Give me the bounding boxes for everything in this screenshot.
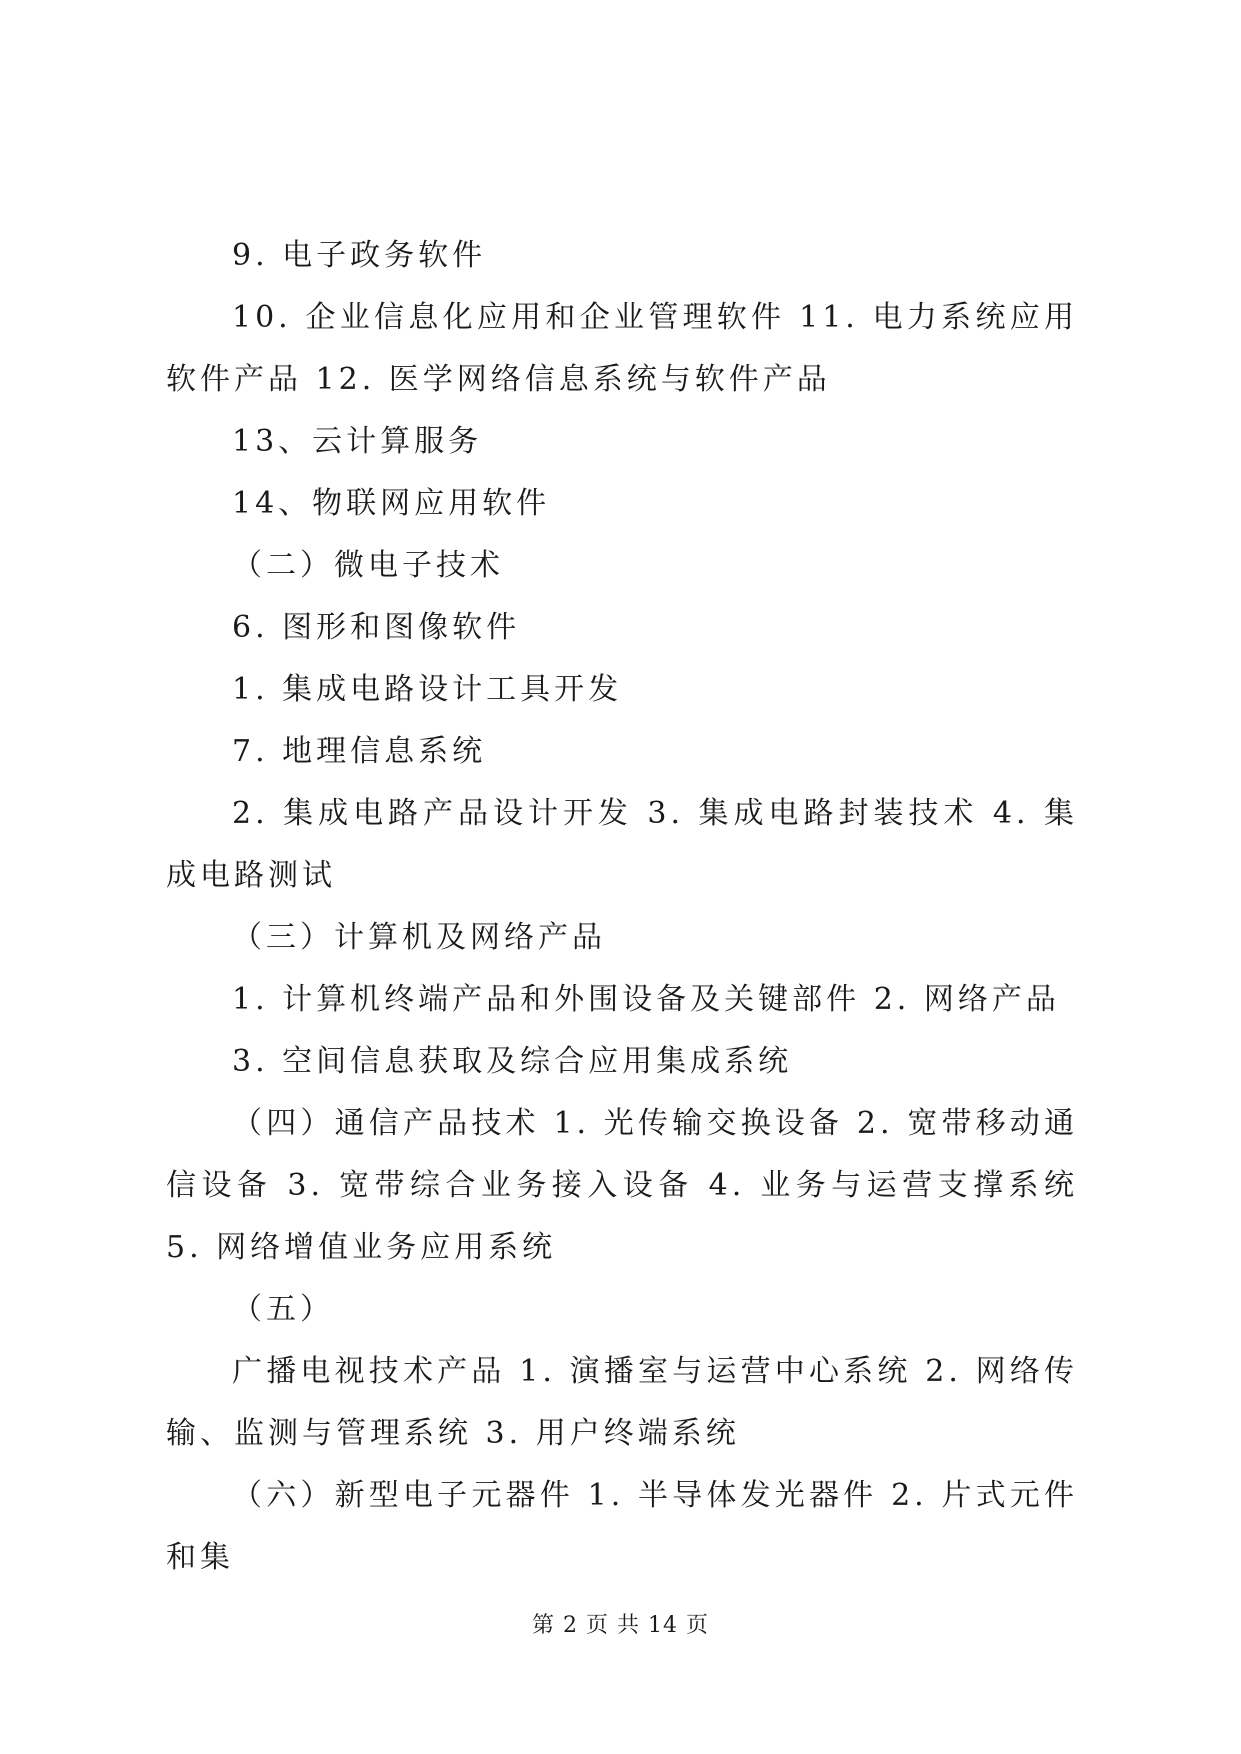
document-body	[166, 225, 1078, 1589]
paragraph: 6. 图形和图像软件	[232, 610, 521, 645]
paragraph: 广播电视技术产品 1. 演播室与运营中心系统 2. 网络传输、监测与管理系统 3. 用户终端系统	[166, 1354, 1078, 1451]
paragraph: 9. 电子政务软件	[232, 238, 487, 273]
section-heading: （三）计算机及网络产品	[232, 920, 606, 955]
paragraph: 7. 地理信息系统	[232, 734, 487, 769]
paragraph: 13、云计算服务	[232, 424, 483, 459]
paragraph: （四）通信产品技术 1. 光传输交换设备 2. 宽带移动通信设备 3. 宽带综合业务接入设备 4. 业务与运营支撑系统 5. 网络增值业务应用系统	[166, 1106, 1078, 1265]
section-heading: （二）微电子技术	[232, 548, 504, 583]
paragraph: 14、物联网应用软件	[232, 486, 551, 521]
paragraph: 2. 集成电路产品设计开发 3. 集成电路封装技术 4. 集成电路测试	[166, 796, 1078, 893]
section-heading: （五）	[232, 1292, 334, 1327]
page-number-label: 第 2 页 共 14 页	[532, 1613, 709, 1638]
paragraph: 1. 计算机终端产品和外围设备及关键部件 2. 网络产品	[232, 982, 1060, 1017]
paragraph: （六）新型电子元器件 1. 半导体发光器件 2. 片式元件和集	[166, 1478, 1078, 1575]
paragraph: 3. 空间信息获取及综合应用集成系统	[232, 1044, 793, 1079]
page-footer	[0, 1611, 1241, 1641]
paragraph: 10. 企业信息化应用和企业管理软件 11. 电力系统应用软件产品 12. 医学网络信息系统与软件产品	[166, 300, 1078, 397]
paragraph: 1. 集成电路设计工具开发	[232, 672, 623, 707]
